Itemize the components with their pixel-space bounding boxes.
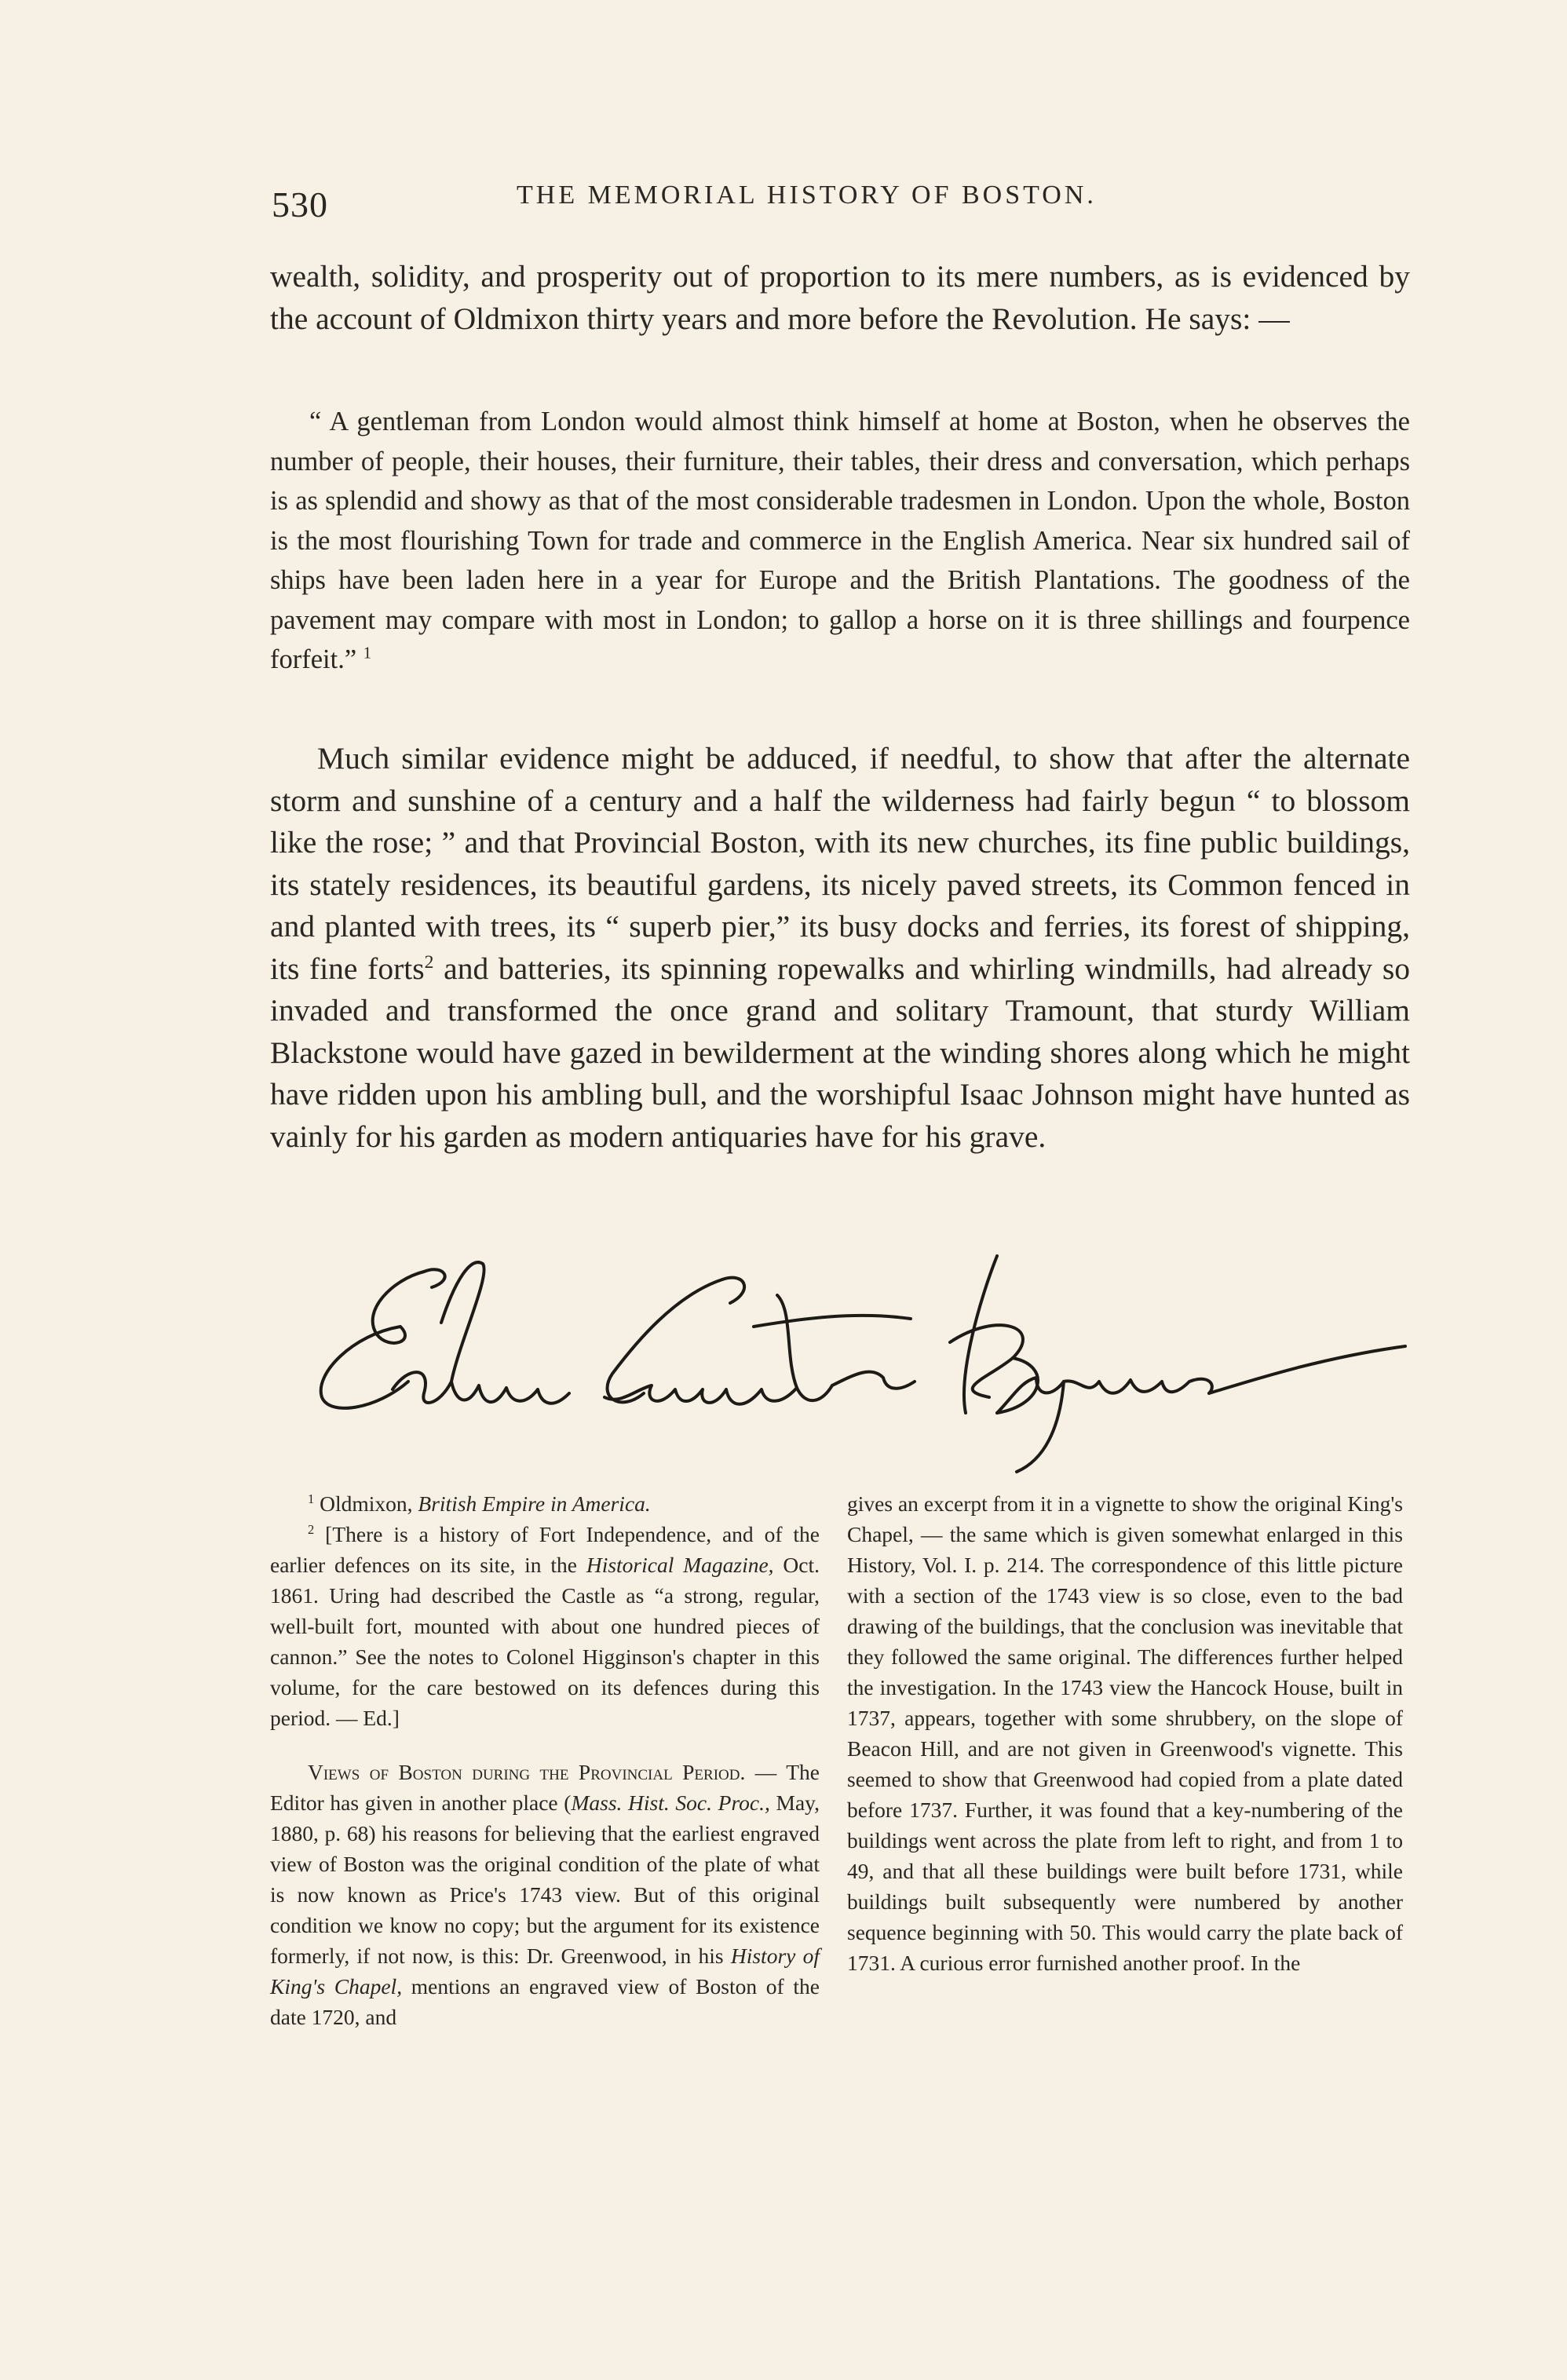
footnotes-right-column — [847, 1488, 1403, 1978]
running-title: THE MEMORIAL HISTORY OF BOSTON. — [517, 181, 1097, 210]
views-note-continued: gives an excerpt from it in a vignette to show the original King's Chapel, — the same which is given somewhat enlarged in this History, Vol. I. p. 214. The correspondence of this little picture with a section of the 1743 view is so close, even to the bad drawing of the buildings, that the conclusion was inevitable that they followed the same original. The differences further helped the investigation. In the 1743 view the Hancock House, built in 1737, appears, together with some shrubbery, on the slope of Beacon Hill, and are not given in Greenwood's vignette. This seemed to show that Greenwood had copied from a plate dated before 1737. Further, it was found that a key-numbering of the buildings went across the plate from left to right, and from 1 to 49, and that all these buildings were built before 1731, while buildings built subsequently were numbered by another sequence beginning with 50. This would carry the plate back of 1731. A curious error furnished another proof. In the — [847, 1491, 1403, 1975]
footnote-2-mark: 2 — [308, 1521, 315, 1537]
signature-drawing — [306, 1248, 1421, 1476]
footnote-ref-2: 2 — [424, 951, 434, 973]
paragraph2-part-a: Much similar evidence might be adduced, if needful, to show that after the alternate storm and sunshine of a century and a half the wilderness had fairly begun “ to blossom like the rose; ” and that Provincial Boston, with its new churches, its fine public buildings, its stately residences, its beautiful gardens, its nicely paved streets, its Common fenced in and planted with trees, its “ superb pier,” its busy docks and ferries, its forest of shipping, its fine forts — [270, 741, 1410, 986]
footnote-1-mark: 1 — [308, 1491, 315, 1506]
footnote-2 — [270, 1519, 820, 1733]
running-head — [272, 177, 1402, 224]
body-paragraph-2 — [270, 738, 1410, 1158]
footnote-ref-1: 1 — [363, 644, 372, 663]
block-quote — [270, 402, 1410, 680]
footnote-2-text-a: [There is a history of Fort Independence, and of the earlier defences on its site, in the — [270, 1522, 820, 1577]
footnote-1-title: British Empire in America. — [418, 1491, 651, 1516]
footnote-1-text: Oldmixon, — [320, 1491, 418, 1516]
footnote-2-title: Historical Magazine, — [586, 1553, 774, 1577]
quote-text: “ A gentleman from London would almost think himself at home at Boston, when he observes the number of people, their houses, their furniture, their tables, their dress and conversation, which perhaps is as splendid and showy as that of the most considerable tradesmen in London. Upon the whole, Boston is the most flourishing Town for trade and commerce in the English America. Near six hundred sail of ships have been laden here in a year for Europe and the British Plantations. The goodness of the pavement may compare with most in London; to gallop a horse on it is three shillings and fourpence forfeit.” — [270, 407, 1410, 674]
views-note-text-c: mentions an engraved view of Boston of the date 1720, and — [270, 1974, 820, 2029]
handwritten-signature — [306, 1248, 1421, 1476]
views-note-citation: Mass. Hist. Soc. Proc., — [571, 1790, 770, 1815]
footnotes-left-column — [270, 1488, 820, 2032]
page-number: 530 — [272, 184, 328, 224]
footnote-1 — [270, 1488, 820, 1519]
body-paragraph-1: wealth, solidity, and prosperity out of proportion to its mere numbers, as is evidenced by the account of Oldmixon thirty years and more before the Revolution. He says: — — [270, 259, 1410, 336]
views-note-text-b: May, 1880, p. 68) his reasons for believing that the earliest engraved view of Boston was the original condition of the plate of what is now known as Price's 1743 view. But of this original condition we know no copy; but the argument for its existence formerly, if not now, is this: Dr. Greenwood, in his — [270, 1790, 820, 1968]
views-note — [270, 1757, 820, 2032]
views-note-text-a: — The Editor has given in another place ( — [270, 1760, 820, 1815]
views-note-book-title: History of King's Chapel, — [270, 1944, 820, 1999]
views-note-heading: Views of Boston during the Provincial Period. — [308, 1760, 746, 1784]
footnote-2-text-b: Oct. 1861. Uring had described the Castle as “a strong, regular, well-built fort, mounted with about one hundred pieces of cannon.” See the notes to Colonel Higginson's chapter in this volume, for the care bestowed on its defences during this period. — Ed.] — [270, 1553, 820, 1730]
paragraph2-part-b: and batteries, its spinning ropewalks and whirling windmills, had already so invaded and transformed the once grand and solitary Tramount, that sturdy William Blackstone would have gazed in bewilderment at the winding shores along which he might have ridden upon his ambling bull, and the worshipful Isaac Johnson might have hunted as vainly for his garden as modern antiquaries have for his grave. — [270, 951, 1410, 1154]
